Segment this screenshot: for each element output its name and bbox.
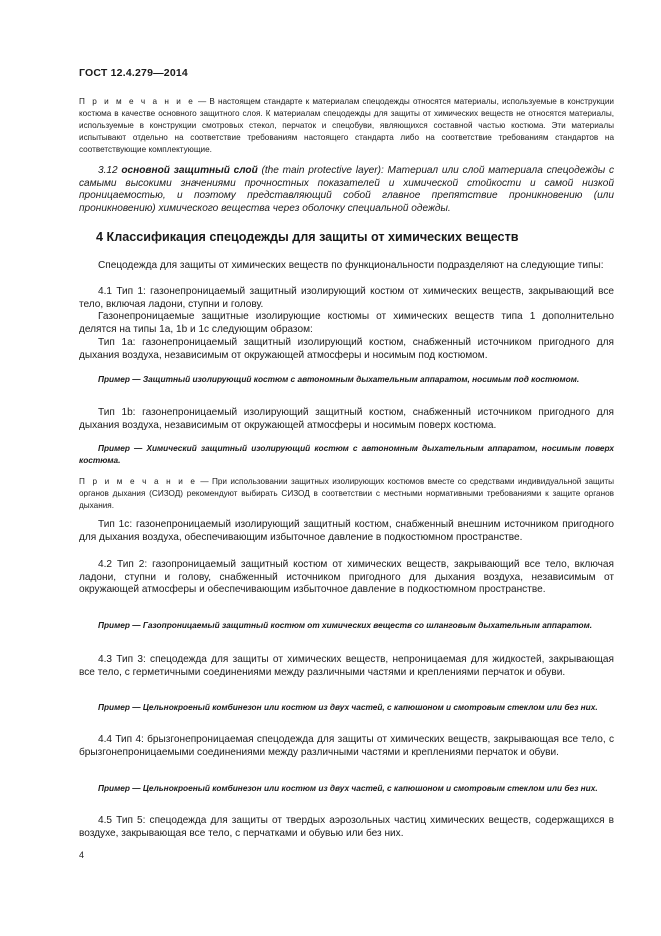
paragraph-type-3: 4.3 Тип 3: спецодежда для защиты от химических веществ, непроницаемая для жидкостей, закрывающая все тело, с герметичными соединениями между различными частями и креплениями перчаток и обуви. (79, 654, 614, 678)
example-type-4: Пример — Цельнокроеный комбинезон или костюм из двух частей, с капюшоном и смотровым стеклом или без них. (98, 783, 598, 793)
page-number: 4 (79, 850, 85, 860)
paragraph-type-1-subdivision: Газонепроницаемые защитные изолирующие костюмы от химических веществ типа 1 дополнительно делятся на типы 1a, 1b и 1c следующим образом: (79, 311, 614, 335)
paragraph-intro: Спецодежда для защиты от химических веществ по функциональности подразделяют на следующие типы: (98, 260, 604, 271)
paragraph-type-4: 4.4 Тип 4: брызгонепроницаемая спецодежда для защиты от химических веществ, закрывающая все тело, с брызгонепроницаемыми соединениями между различными частями и креплениями перчаток и обуви. (79, 734, 614, 758)
definition-3-12 (79, 165, 614, 215)
example-type-3: Пример — Цельнокроеный комбинезон или костюм из двух частей, с капюшоном и смотровым стеклом или без них. (98, 702, 598, 712)
definition-number: 3.12 (98, 165, 122, 176)
paragraph-type-5: 4.5 Тип 5: спецодежда для защиты от твердых аэрозольных частиц химических веществ, содержащихся в воздухе, закрывающая все тело, с перчатками и обувью или без них. (79, 815, 614, 839)
note-label: П р и м е ч а н и е (79, 97, 195, 106)
paragraph-type-1: 4.1 Тип 1: газонепроницаемый защитный изолирующий костюм от химических веществ, закрывающий все тело, включая ладони, ступни и голову. (79, 286, 614, 310)
note-label: П р и м е ч а н и е (79, 477, 198, 486)
example-type-1a: Пример — Защитный изолирующий костюм с автономным дыхательным аппаратом, носимым под костюмом. (98, 374, 580, 384)
example-type-1b: Пример — Химический защитный изолирующий костюм с автономным дыхательным аппаратом, носимым поверх костюма. (79, 443, 614, 466)
definition-text: (the main protective layer): Материал или слой материала спецодежды с самыми высокими значениями прочностных показателей и химической стойкости и самой низкой проницаемостью, и поэтому представляющий собой главное препятствие проникновению (или проникновению) химического вещества через оболочку специальной одежды. (79, 165, 614, 214)
note-text: — При использовании защитных изолирующих костюмов вместе со средствами индивидуальной защиты органов дыхания (СИЗОД) рекомендуют выбирать СИЗОД в соответствии с местными нормативными требованиями к защите органов дыхания. (79, 477, 614, 510)
note-main-protective-layer (79, 96, 614, 156)
section-4-heading: 4 Классификация спецодежды для защиты от химических веществ (96, 230, 519, 244)
note-text: — В настоящем стандарте к материалам спецодежды относятся материалы, используемые в конструкции костюма в качестве основного защитного слоя. К материалам спецодежды для защиты от химических веществ не относятся материалы, используемые в конструкции смотровых стекол, перчаток и спецобуви, являющихся составной частью костюма. Эти материалы испытывают отдельно на соответствие требованиям настоящего стандарта либо на соответствие требованиям стандартов на соответствующие комплектующие. (79, 97, 614, 154)
definition-term: основной защитный слой (121, 165, 258, 176)
document-code-header: ГОСТ 12.4.279—2014 (79, 67, 188, 79)
paragraph-type-1c: Тип 1c: газонепроницаемый изолирующий защитный костюм, снабженный внешним источником пригодного для дыхания воздуха, обеспечивающим избыточное давление в подкостюмном пространстве. (79, 519, 614, 543)
paragraph-type-1b: Тип 1b: газонепроницаемый изолирующий защитный костюм, снабженный источником пригодного для дыхания воздуха, независимым от окружающей атмосферы и носимым поверх костюма. (79, 407, 614, 431)
paragraph-type-1a: Тип 1a: газонепроницаемый защитный изолирующий костюм, снабженный источником пригодного для дыхания воздуха, независимым от окружающей атмосферы и носимым под костюмом. (79, 337, 614, 361)
paragraph-type-2: 4.2 Тип 2: газопроницаемый защитный костюм от химических веществ, закрывающий все тело, включая ладони, ступни и голову, снабженный источником пригодного для дыхания воздуха, независимым от окружающей атмосферы и обеспечивающим избыточное давление в подкостюмном пространстве. (79, 559, 614, 596)
example-type-2: Пример — Газопроницаемый защитный костюм от химических веществ со шланговым дыхательным аппаратом. (98, 620, 593, 630)
note-breathing-protection (79, 476, 614, 512)
